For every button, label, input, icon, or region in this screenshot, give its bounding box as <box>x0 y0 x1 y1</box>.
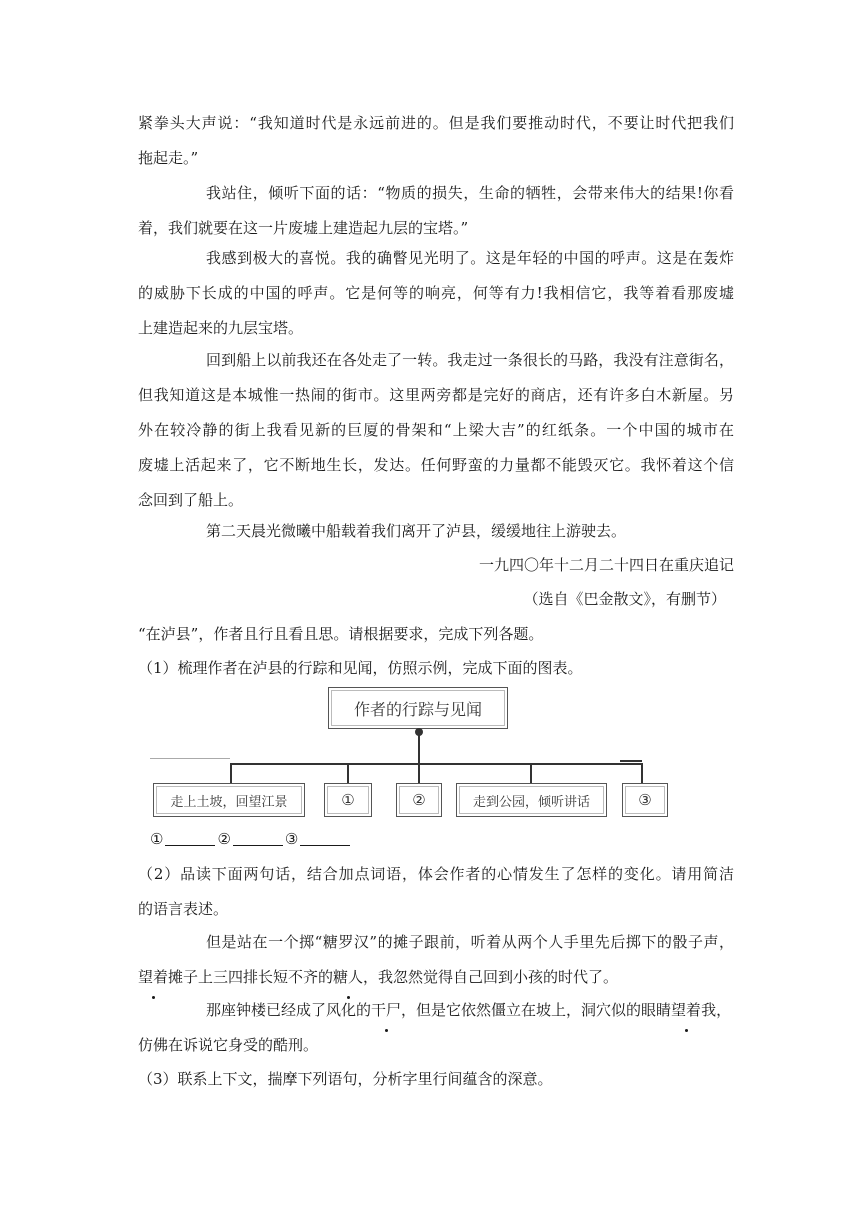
text-line: 外在较冷静的街上我看见新的巨厦的骨架和“上梁大吉”的红纸条。一个中国的城市在 <box>138 421 734 439</box>
blank-2[interactable] <box>233 831 283 846</box>
text-line: 着，我们就要在这一片废墟上建造起九层的宝塔。” <box>138 219 469 237</box>
text-line: 我站住，倾听下面的话：“物质的损失，生命的牺牲，会带来伟大的结果!你看 <box>206 184 734 202</box>
blank-label-2: ② <box>217 830 231 848</box>
quote-sentence-1 <box>138 925 734 995</box>
text-line: 念回到了船上。 <box>138 491 244 509</box>
connector-drop <box>641 763 643 783</box>
signature-date: 一九四〇年十二月二十四日在重庆追记 <box>478 556 734 574</box>
paragraph-1 <box>138 106 734 176</box>
text-line: 仿佛在诉说它身受的酷刑。 <box>138 1036 319 1054</box>
paragraph-5 <box>138 514 734 549</box>
text-line: 的威胁下长成的中国的呼声。它是何等的响亮，何等有力!我相信它，我等着看那废墟 <box>138 284 734 302</box>
diagram-node-3: ② <box>396 783 442 817</box>
quote-sentence-2 <box>138 993 734 1063</box>
diagram-node-4: 走到公园，倾听讲话 <box>456 783 607 817</box>
connector-drop <box>418 763 420 783</box>
question-2 <box>138 857 734 927</box>
connector-horizontal <box>230 763 642 765</box>
text-line: 的语言表述。 <box>138 900 229 918</box>
blank-1[interactable] <box>165 831 215 846</box>
diagram-node-2: ① <box>324 783 372 817</box>
connector-drop <box>347 763 349 783</box>
blank-label-1: ① <box>150 830 164 848</box>
text-line: 我感到极大的喜悦。我的确瞥见光明了。这是年轻的中国的呼声。这是在轰炸 <box>206 249 734 267</box>
paragraph-4 <box>138 343 734 518</box>
itinerary-diagram <box>150 686 670 818</box>
text-line: 但是站在一个掷“糖罗汉”的摊子跟前，听着从两个人手里先后掷下的骰子声， <box>206 933 734 951</box>
text-line: 回到船上以前我还在各处走了一转。我走过一条很长的马路，我没有注意街名， <box>206 351 734 369</box>
dotted-word: 望着 <box>138 960 168 995</box>
diagram-root: 作者的行踪与见闻 <box>328 687 508 729</box>
diagram-node-1: 走上土坡，回望江景 <box>153 783 305 817</box>
text-line: （2）品读下面两句话，结合加点词语，体会作者的心情发生了怎样的变化。请用简洁 <box>138 865 734 883</box>
connector-faint <box>150 758 230 759</box>
question-3: （3）联系上下文，揣摩下列语句，分析字里行间蕴含的深意。 <box>138 1070 553 1088</box>
diagram-node-5: ③ <box>622 783 668 817</box>
paragraph-3 <box>138 241 734 346</box>
text-line: 望着摊子上三四排长短不齐的糖人，我忽然觉得自己回到小孩的时代了。 <box>138 960 734 995</box>
text-line: 第二天晨光微曦中船载着我们离开了泸县，缓缓地往上游驶去。 <box>206 522 627 540</box>
connector-drop <box>530 763 532 783</box>
connector-drop <box>230 763 232 783</box>
signature-source: （选自《巴金散文》，有删节） <box>523 590 726 608</box>
dotted-word: 望着 <box>671 993 701 1028</box>
dotted-word: 糖人 <box>333 960 363 995</box>
question-intro: “在泸县”，作者且行且看且思。请根据要求，完成下列各题。 <box>138 625 544 643</box>
text-line: 但我知道这是本城惟一热闹的街市。这里两旁都是完好的商店，还有许多白木新屋。另 <box>138 386 734 404</box>
text-line: 紧拳头大声说：“我知道时代是永远前进的。但是我们要推动时代，不要让时代把我们 <box>138 114 734 132</box>
question-1: （1）梳理作者在泸县的行踪和见闻，仿照示例，完成下面的图表。 <box>138 659 583 677</box>
text-line: 废墟上活起来了，它不断地生长，发达。任何野蛮的力量都不能毁灭它。我怀着这个信 <box>138 456 734 474</box>
text-line: 上建造起来的九层宝塔。 <box>138 319 304 337</box>
connector-dot <box>415 728 423 736</box>
blank-3[interactable] <box>300 831 350 846</box>
blank-label-3: ③ <box>284 830 299 848</box>
text-line: 拖起走。” <box>138 149 199 167</box>
text-line: 那座钟楼已经成了风化的干尸，但是它依然僵立在坡上，洞穴似的眼睛望着我， <box>138 993 734 1028</box>
answer-blanks <box>150 822 450 857</box>
paragraph-2 <box>138 176 734 246</box>
dotted-word: 干尸 <box>371 993 401 1028</box>
connector-tick <box>620 760 642 762</box>
